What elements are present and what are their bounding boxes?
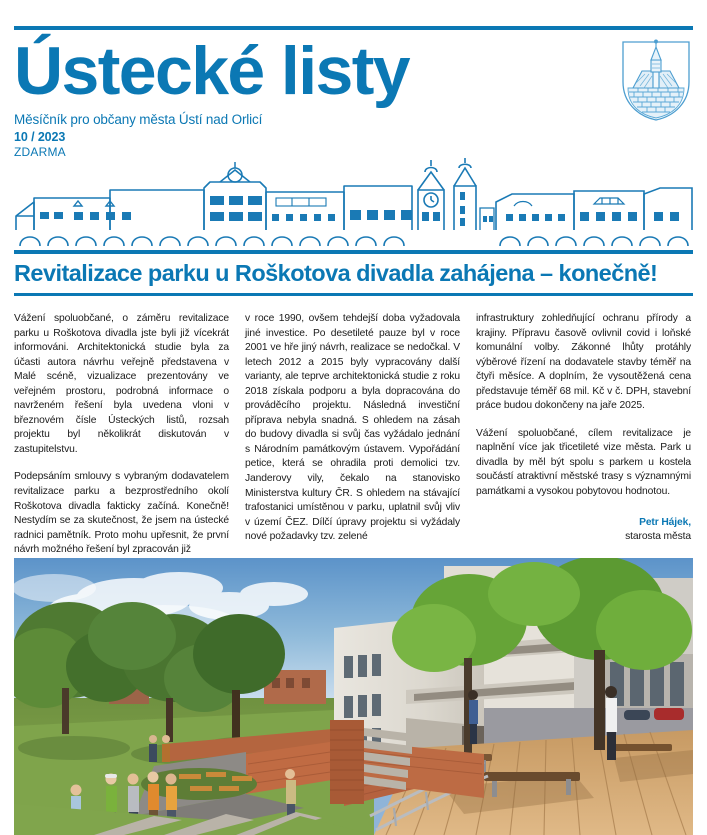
article-column-3 (476, 312, 691, 547)
masthead-issue-number: 10 / 2023 (14, 130, 66, 144)
top-divider-rule (14, 26, 693, 30)
page-title: Ústecké listy (14, 33, 410, 109)
town-skyline-illustration (14, 158, 693, 250)
headline-divider-rule (14, 293, 693, 296)
article-body (14, 312, 693, 556)
masthead (14, 34, 574, 159)
masthead-subtitle: Měsíčník pro občany města Ústí nad Orlicí (14, 112, 263, 127)
signature-name: Petr Hájek, (639, 516, 691, 528)
paragraph: infrastruktury zohledňující ochranu přírody a krajiny. Přípravu časově ovlivnil covid i loňské komunální volby. Zákonné lhůty protáhly výběrové řízení na dodavatele stavby téměř na čtyři měsíce. A doplním, že vysoutěžená cena představuje téměř 68 mil. Kč v č. DPH, stavební práce budou dokončeny na jaře 2025. (476, 313, 691, 412)
paragraph: Vážení spoluobčané, cílem revitalizace je naplnění více jak třicetileté vize města. Park u divadla by měl být spolu s parkem u kostela součástí atraktivní městské trasy s významnými památkami a vysokou pobytovou hodnotou. (476, 427, 691, 498)
paragraph: Podepsáním smlouvy s vybraným dodavatelem revitalizace parku a bezprostředního okolí Roškotova divadla fakticky začíná. Konečně! Nestydím se za skutečnost, že jsem na ústecké radnici pamětník. Proto mohu upřesnit, že první návrh možného řešení byl zpracován již (14, 471, 229, 556)
article-column-1 (14, 312, 229, 556)
paragraph: v roce 1990, ovšem tehdejší doba vyžadovala jiné investice. Po desetileté pauze byl v roce 2001 ve hře jiný návrh, realizace se nedočkal. V letech 2012 a 2015 byly vypracovány další varianty, ale teprve architektonická studie z roku 2018 získala podporu a byla dopracována do prováděcího projektu. Následná investiční příprava nebyla snadná. S ohledem na zásah do budovy divadla si svůj čas vyžádalo jednání s Národním památkovým ústavem. Vypořádání petice, která se ohradila proti demolici tzv. Janderovy vily, čekalo na stanovisko Ministerstva kultury ČR. S ohledem na stávající trafostanici umístěnou v parku, uplatnil svůj vliv v území ČEZ. Dílčí úpravy projektu si vyžádaly nové požadavky tzv. zelené (245, 313, 460, 543)
article-photo (14, 558, 693, 835)
article-signature (476, 516, 691, 545)
coat-of-arms-icon (619, 38, 693, 124)
signature-role: starosta města (625, 531, 691, 543)
article-headline: Revitalizace parku u Roškotova divadla zahájena – konečně! (14, 260, 658, 286)
article-column-2 (245, 312, 460, 547)
masthead-price: ZDARMA (14, 145, 66, 159)
paragraph: Vážení spoluobčané, o záměru revitalizace parku u Roškotova divadla jste byli již vícekrát informováni. Architektonická studie byla za účasti autora návrhu veřejně představena v Malé scéně, vizualizace prezentovány ve veřejném prostoru, podrobná informace o navrženém řešení byla uvedena vloni v březnovém čísle Ústeckých listů, rozsah projektu byl několikrát diskutován v zastupitelstvu. (14, 313, 229, 455)
skyline-baseline-rule (14, 250, 693, 254)
